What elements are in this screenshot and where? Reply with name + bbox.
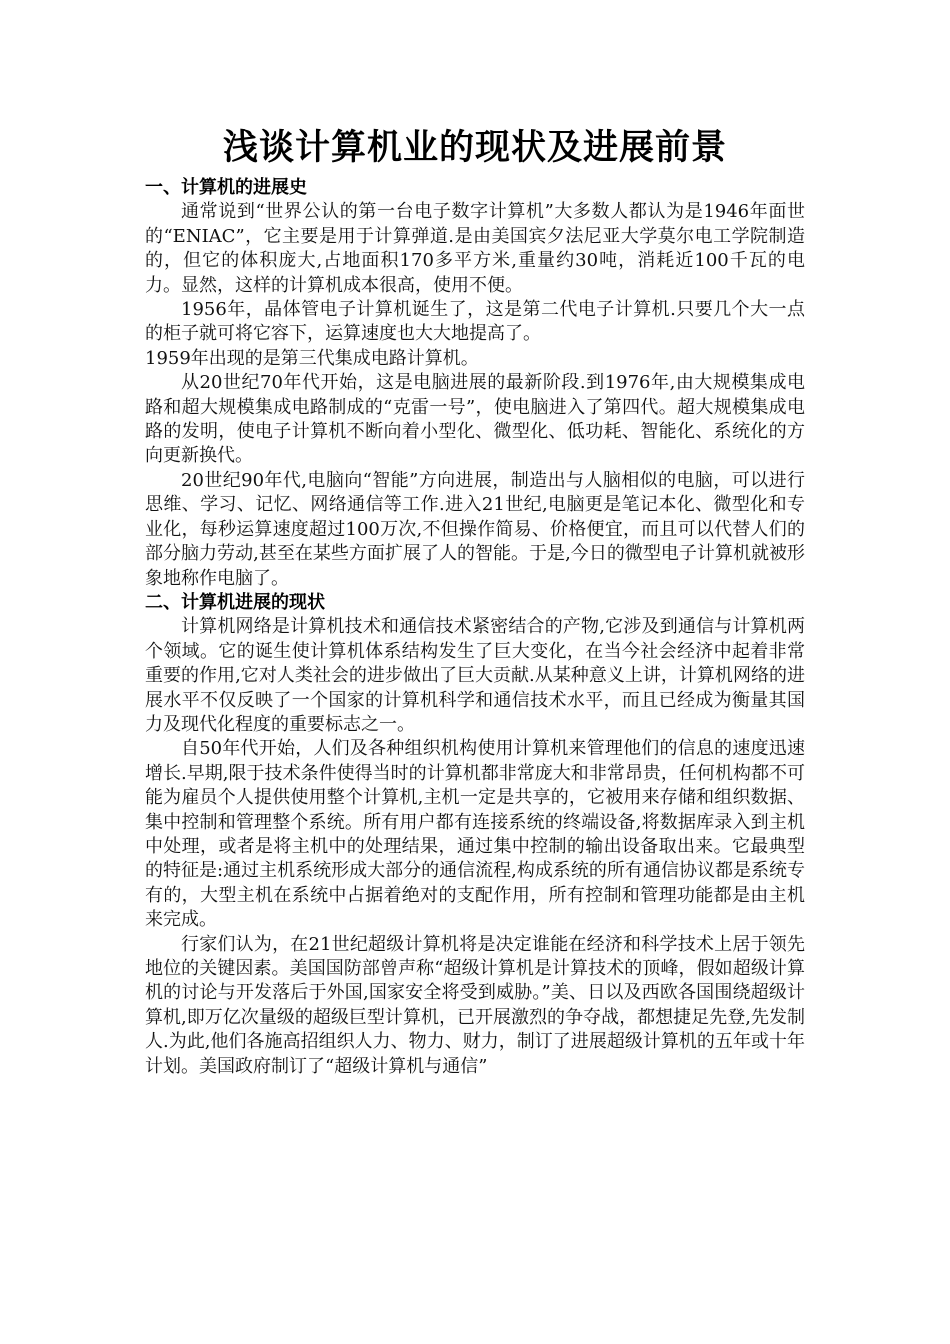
paragraph: 行家们认为，在21世纪超级计算机将是决定谁能在经济和科学技术上居于领先地位的关键因素。美国国防部曾声称“超级计算机是计算技术的顶峰，假如超级计算机的讨论与开发落后于外国,国家安全将受到威胁。”美、日以及西欧各国围绕超级计算机,即万亿次量级的超级巨型计算机，已开展激烈的争夺战，都想捷足先登,先发制人.为此,他们各施高招组织人力、物力、财力，制订了进展超级计算机的五年或十年计划。美国政府制订了“超级计算机与通信”	[145, 933, 805, 1077]
section-history	[145, 176, 805, 591]
paragraph: 计算机网络是计算机技术和通信技术紧密结合的产物,它涉及到通信与计算机两个领域。它的诞生使计算机体系结构发生了巨大变化，在当今社会经济中起着非常重要的作用,它对人类社会的进步做出了巨大贡献.从某种意义上讲，计算机网络的进展水平不仅反映了一个国家的计算机科学和通信技术水平，而且已经成为衡量其国力及现代化程度的重要标志之一。	[145, 616, 805, 735]
section-current-status	[145, 591, 805, 1079]
paragraph: 通常说到“世界公认的第一台电子数字计算机”大多数人都认为是1946年面世的“ENIAC”，它主要是用于计算弹道.是由美国宾夕法尼亚大学莫尔电工学院制造的，但它的体积庞大,占地面积170多平方米,重量约30吨，消耗近100千瓦的电力。显然，这样的计算机成本很高，使用不便。	[145, 201, 805, 296]
paragraph: 1956年，晶体管电子计算机诞生了，这是第二代电子计算机.只要几个大一点的柜子就可将它容下，运算速度也大大地提高了。	[145, 299, 805, 345]
section-heading: 二、计算机进展的现状	[145, 591, 325, 613]
paragraph: 20世纪90年代,电脑向“智能”方向进展，制造出与人脑相似的电脑，可以进行思维、学习、记忆、网络通信等工作.进入21世纪,电脑更是笔记本化、微型化和专业化，每秒运算速度超过100万次,不但操作简易、价格便宜，而且可以代替人们的部分脑力劳动,甚至在某些方面扩展了人的智能。于是,今日的微型电子计算机就被形象地称作电脑了。	[145, 469, 805, 589]
paragraph: 从20世纪70年代开始，这是电脑进展的最新阶段.到1976年,由大规模集成电路和超大规模集成电路制成的“克雷一号”，使电脑进入了第四代。超大规模集成电路的发明，使电子计算机不断向着小型化、微型化、低功耗、智能化、系统化的方向更新换代。	[145, 372, 805, 467]
section-heading: 一、计算机的进展史	[145, 177, 307, 198]
document-body	[145, 124, 805, 1079]
document-title: 浅谈计算机业的现状及进展前景	[222, 127, 727, 168]
paragraph: 自50年代开始，人们及各种组织机构使用计算机来管理他们的信息的速度迅速增长.早期,限于技术条件使得当时的计算机都非常庞大和非常昂贵，任何机构都不可能为雇员个人提供使用整个计算机,主机一定是共享的，它被用来存储和组织数据、集中控制和管理整个系统。所有用户都有连接系统的终端设备,将数据库录入到主机中处理，或者是将主机中的处理结果，通过集中控制的输出设备取出来。它最典型的特征是:通过主机系统形成大部分的通信流程,构成系统的所有通信协议都是系统专有的，大型主机在系统中占据着绝对的支配作用，所有控制和管理功能都是由主机来完成。	[145, 738, 805, 931]
paragraph: 1959年出现的是第三代集成电路计算机。	[145, 347, 479, 369]
